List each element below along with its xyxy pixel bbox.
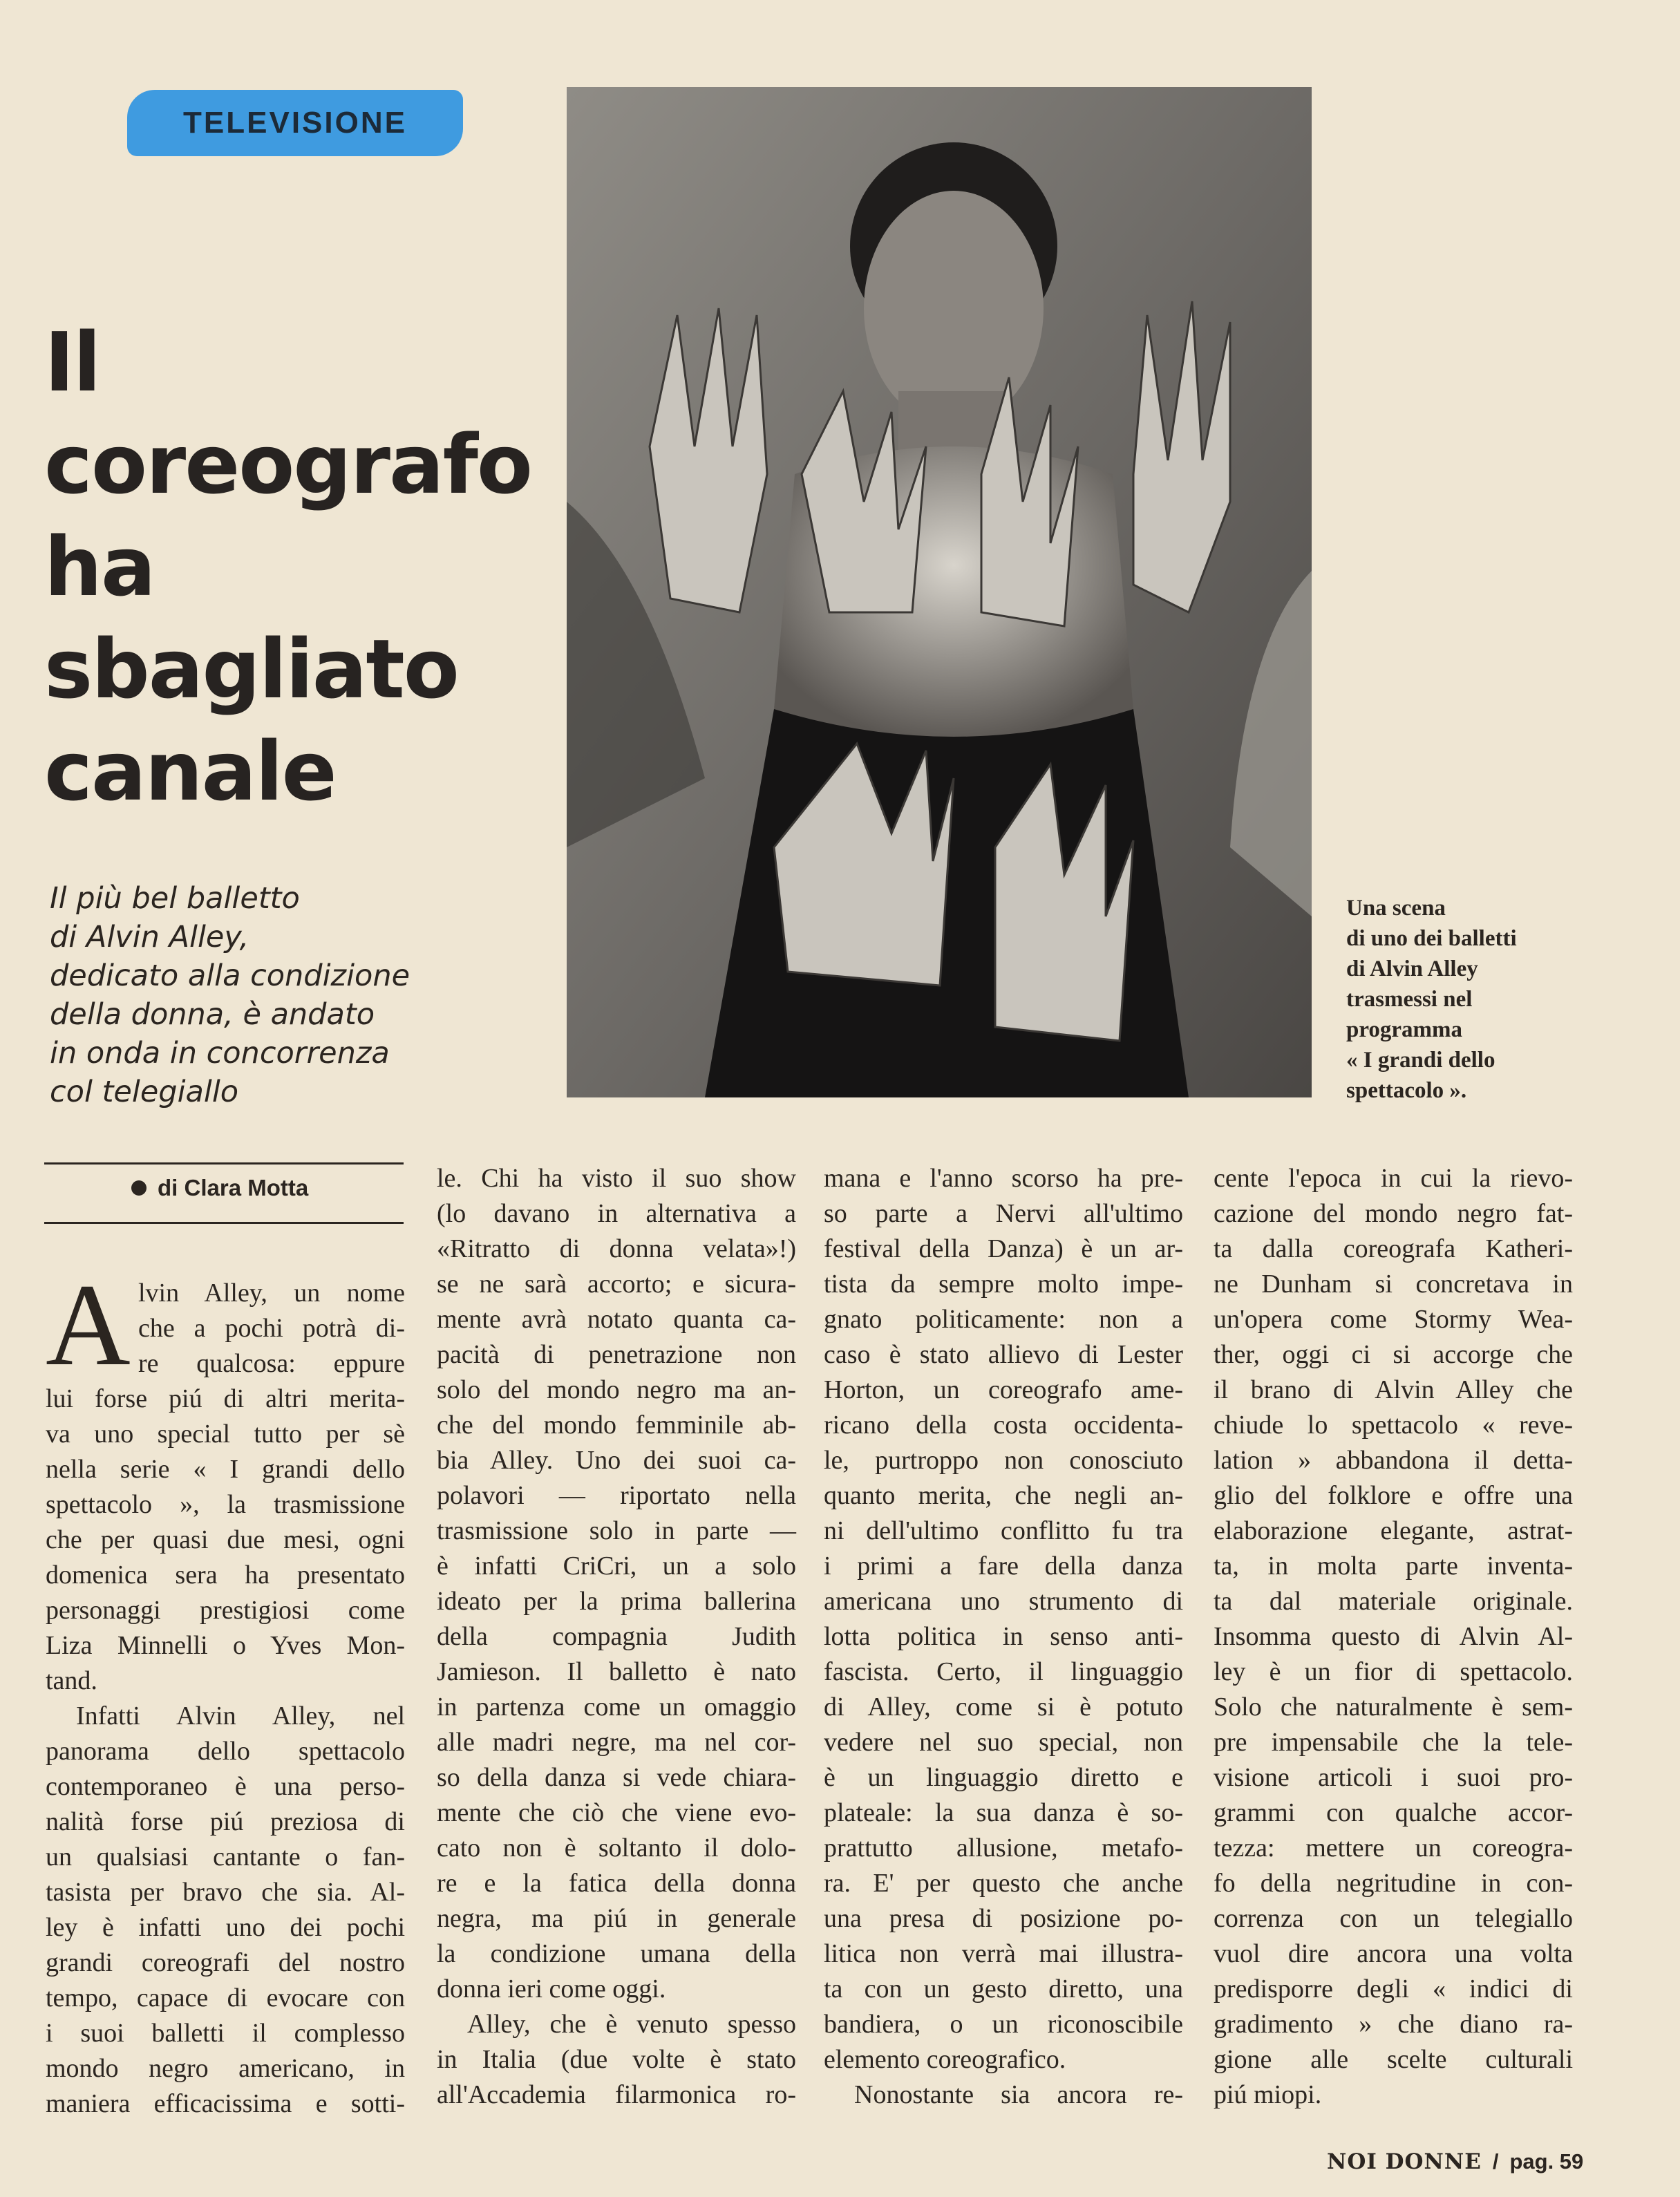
subheading	[50, 879, 464, 1111]
body-column-3	[824, 1161, 1183, 2113]
body-line: ne Dunham si concretava in	[1214, 1270, 1573, 1299]
body-line: personaggi prestigiosi come	[46, 1596, 405, 1625]
body-line: tasista per bravo che sia. Al-	[46, 1878, 405, 1907]
body-line: litica non verrà mai illustra-	[824, 1939, 1183, 1968]
body-line: grandi coreografi del nostro	[46, 1948, 405, 1977]
body-line: pacità di penetrazione non	[437, 1340, 796, 1369]
subheading-line: in onda in concorrenza	[50, 1036, 390, 1071]
body-line: caso è stato allievo di Lester	[824, 1340, 1183, 1369]
body-line: visione articoli i suoi pro-	[1214, 1763, 1573, 1792]
body-column-1	[46, 1260, 405, 2122]
body-line: mana e l'anno scorso ha pre-	[824, 1164, 1183, 1193]
body-line: se ne sarà accorto; e sicura-	[437, 1270, 796, 1299]
body-line: mondo negro americano, in	[46, 2054, 405, 2083]
body-line: che del mondo femminile ab-	[437, 1411, 796, 1440]
body-line: ther, oggi ci si accorge che	[1214, 1340, 1573, 1369]
body-column-4	[1214, 1161, 1573, 2113]
body-line: festival della Danza) è un ar-	[824, 1234, 1183, 1263]
body-line: nalità forse piú preziosa di	[46, 1807, 405, 1836]
magazine-name: NOI DONNE	[1327, 2149, 1482, 2174]
body-line: quanto merita, che negli an-	[824, 1481, 1183, 1510]
body-line: gnato politicamente: non a	[824, 1305, 1183, 1334]
body-line: chiude lo spettacolo « reve-	[1214, 1411, 1573, 1440]
body-line: fo della negritudine in con-	[1214, 1869, 1573, 1898]
photo-caption	[1346, 893, 1581, 1106]
caption-line: di Alvin Alley	[1346, 956, 1478, 981]
body-line: prattutto allusione, metafo-	[824, 1833, 1183, 1863]
body-line: un qualsiasi cantante o fan-	[46, 1842, 405, 1871]
caption-line: di uno dei balletti	[1346, 926, 1517, 951]
body-line: trasmissione solo in parte —	[437, 1516, 796, 1545]
body-line: ta dal materiale originale.	[1214, 1587, 1573, 1616]
body-line: predisporre degli « indici di	[1214, 1974, 1573, 2003]
body-line: ley è infatti uno dei pochi	[46, 1913, 405, 1942]
body-line: re e la fatica della donna	[437, 1869, 796, 1898]
body-line: ideato per la prima ballerina	[437, 1587, 796, 1616]
body-line: ta con un gesto diretto, una	[824, 1974, 1183, 2003]
byline-rule-bottom	[44, 1222, 404, 1224]
body-line: bia Alley. Uno dei suoi ca-	[437, 1446, 796, 1475]
body-line: elemento coreografico.	[824, 2045, 1066, 2074]
body-line: polavori — riportato nella	[437, 1481, 796, 1510]
body-line: della compagnia Judith	[437, 1622, 796, 1651]
body-line: Nonostante sia ancora re-	[854, 2080, 1183, 2109]
byline-rule-top	[44, 1162, 404, 1164]
headline-line: coreografo	[44, 417, 531, 512]
body-line: cente l'epoca in cui la rievo-	[1214, 1164, 1573, 1193]
body-line: lvin Alley, un nome	[138, 1279, 405, 1308]
body-line: un'opera come Stormy Wea-	[1214, 1305, 1573, 1334]
body-line: panorama dello spettacolo	[46, 1737, 405, 1766]
body-line: all'Accademia filarmonica ro-	[437, 2080, 796, 2109]
body-line: pre impensabile che la tele-	[1214, 1728, 1573, 1757]
body-line: le. Chi ha visto il suo show	[437, 1164, 796, 1193]
body-line: tezza: mettere un coreogra-	[1214, 1833, 1573, 1863]
caption-line: programma	[1346, 1017, 1463, 1042]
body-line: contemporaneo è una perso-	[46, 1772, 405, 1801]
page-footer	[1327, 2149, 1583, 2174]
body-line: spettacolo », la trasmissione	[46, 1490, 405, 1519]
drop-cap: A	[46, 1260, 131, 1390]
body-line: gione alle scelte culturali	[1214, 2045, 1573, 2074]
body-line: re qualcosa: eppure	[138, 1349, 405, 1378]
body-line: mente che ciò che viene evo-	[437, 1798, 796, 1827]
subheading-line: Il più bel balletto	[50, 881, 300, 916]
dancer-photo-icon	[567, 87, 1312, 1097]
section-label: TELEVISIONE	[183, 106, 407, 140]
body-line: ley è un fior di spettacolo.	[1214, 1657, 1573, 1686]
body-line: ricano della costa occidenta-	[824, 1411, 1183, 1440]
body-line: grammi con qualche accor-	[1214, 1798, 1573, 1827]
caption-line: « I grandi dello	[1346, 1048, 1495, 1073]
body-line: Solo che naturalmente è sem-	[1214, 1692, 1573, 1722]
body-line: è infatti CriCri, un a solo	[437, 1552, 796, 1581]
body-line: so parte a Nervi all'ultimo	[824, 1199, 1183, 1228]
body-line: i suoi balletti il complesso	[46, 2019, 405, 2048]
body-line: vuol dire ancora una volta	[1214, 1939, 1573, 1968]
body-line: ra. E' per questo che anche	[824, 1869, 1183, 1898]
body-line: Jamieson. Il balletto è nato	[437, 1657, 796, 1686]
body-line: Liza Minnelli o Yves Mon-	[46, 1631, 405, 1660]
headline-line: sbagliato	[44, 621, 458, 717]
body-line: nella serie « I grandi dello	[46, 1455, 405, 1484]
body-line: vedere nel suo special, non	[824, 1728, 1183, 1757]
body-line: lation » abbandona il detta-	[1214, 1446, 1573, 1475]
body-line: fascista. Certo, il linguaggio	[824, 1657, 1183, 1686]
headline-line: ha	[44, 519, 155, 614]
body-line: mente avrà notato quanta ca-	[437, 1305, 796, 1334]
body-line: lotta politica in senso anti-	[824, 1622, 1183, 1651]
headline-line: Il	[44, 314, 100, 410]
body-line: cato non è soltanto il dolo-	[437, 1833, 796, 1863]
body-line: cazione del mondo negro fat-	[1214, 1199, 1573, 1228]
body-line: tempo, capace di evocare con	[46, 1983, 405, 2012]
body-column-2	[437, 1161, 796, 2113]
body-line: tand.	[46, 1666, 97, 1695]
body-line: Alley, che è venuto spesso	[467, 2010, 796, 2039]
body-line: che a pochi potrà di-	[138, 1314, 405, 1343]
byline-text: di Clara Motta	[158, 1175, 309, 1200]
body-line: solo del mondo negro ma an-	[437, 1375, 796, 1404]
body-line: ta, in molta parte inventa-	[1214, 1552, 1573, 1581]
body-line: ni dell'ultimo conflitto fu tra	[824, 1516, 1183, 1545]
body-line: lui forse piú di altri merita-	[46, 1384, 405, 1413]
body-line: Insomma questo di Alvin Al-	[1214, 1622, 1573, 1651]
footer-separator: /	[1492, 2149, 1499, 2174]
body-line: maniera efficacissima e sotti-	[46, 2089, 405, 2118]
body-line: in partenza come un omaggio	[437, 1692, 796, 1722]
body-line: americana uno strumento di	[824, 1587, 1183, 1616]
bullet-icon	[131, 1180, 147, 1196]
body-line: negra, ma piú in generale	[437, 1904, 796, 1933]
body-line: è un linguaggio diretto e	[824, 1763, 1183, 1792]
body-line: gradimento » che diano ra-	[1214, 2010, 1573, 2039]
body-line: so della danza si vede chiara-	[437, 1763, 796, 1792]
byline	[131, 1175, 308, 1201]
body-line: va uno special tutto per sè	[46, 1420, 405, 1449]
caption-line: Una scena	[1346, 896, 1446, 921]
body-line: plateale: la sua danza è so-	[824, 1798, 1183, 1827]
dancer-photo	[567, 87, 1312, 1097]
body-line: «Ritratto di donna velata»!)	[437, 1234, 796, 1263]
body-line: donna ieri come oggi.	[437, 1974, 666, 2003]
caption-line: spettacolo ».	[1346, 1078, 1467, 1103]
subheading-line: di Alvin Alley,	[50, 920, 249, 954]
body-line: piú miopi.	[1214, 2080, 1322, 2109]
caption-line: trasmessi nel	[1346, 987, 1473, 1012]
body-line: elaborazione elegante, astrat-	[1214, 1516, 1573, 1545]
body-line: i primi a fare della danza	[824, 1552, 1183, 1581]
body-line: correnza con un telegiallo	[1214, 1904, 1573, 1933]
body-line: Infatti Alvin Alley, nel	[76, 1701, 405, 1731]
headline	[44, 311, 569, 822]
body-line: di Alley, come si è potuto	[824, 1692, 1183, 1722]
body-line: una presa di posizione po-	[824, 1904, 1183, 1933]
body-line: che per quasi due mesi, ogni	[46, 1525, 405, 1554]
body-line: bandiera, o un riconoscibile	[824, 2010, 1183, 2039]
headline-line: canale	[44, 724, 336, 819]
section-tag	[127, 90, 463, 156]
subheading-line: dedicato alla condizione	[50, 959, 410, 993]
body-line: glio del folklore e offre una	[1214, 1481, 1573, 1510]
body-line: tista da sempre molto impe-	[824, 1270, 1183, 1299]
body-line: Horton, un coreografo ame-	[824, 1375, 1183, 1404]
body-line: le, purtroppo non conosciuto	[824, 1446, 1183, 1475]
body-line: la condizione umana della	[437, 1939, 796, 1968]
body-line: il brano di Alvin Alley che	[1214, 1375, 1573, 1404]
body-line: domenica sera ha presentato	[46, 1560, 405, 1590]
body-line: alle madri negre, ma nel cor-	[437, 1728, 796, 1757]
body-line: ta dalla coreografa Katheri-	[1214, 1234, 1573, 1263]
subheading-line: col telegiallo	[50, 1075, 239, 1109]
body-line: in Italia (due volte è stato	[437, 2045, 796, 2074]
page-number: pag. 59	[1509, 2149, 1584, 2174]
body-line: (lo davano in alternativa a	[437, 1199, 796, 1228]
subheading-line: della donna, è andato	[50, 997, 375, 1032]
